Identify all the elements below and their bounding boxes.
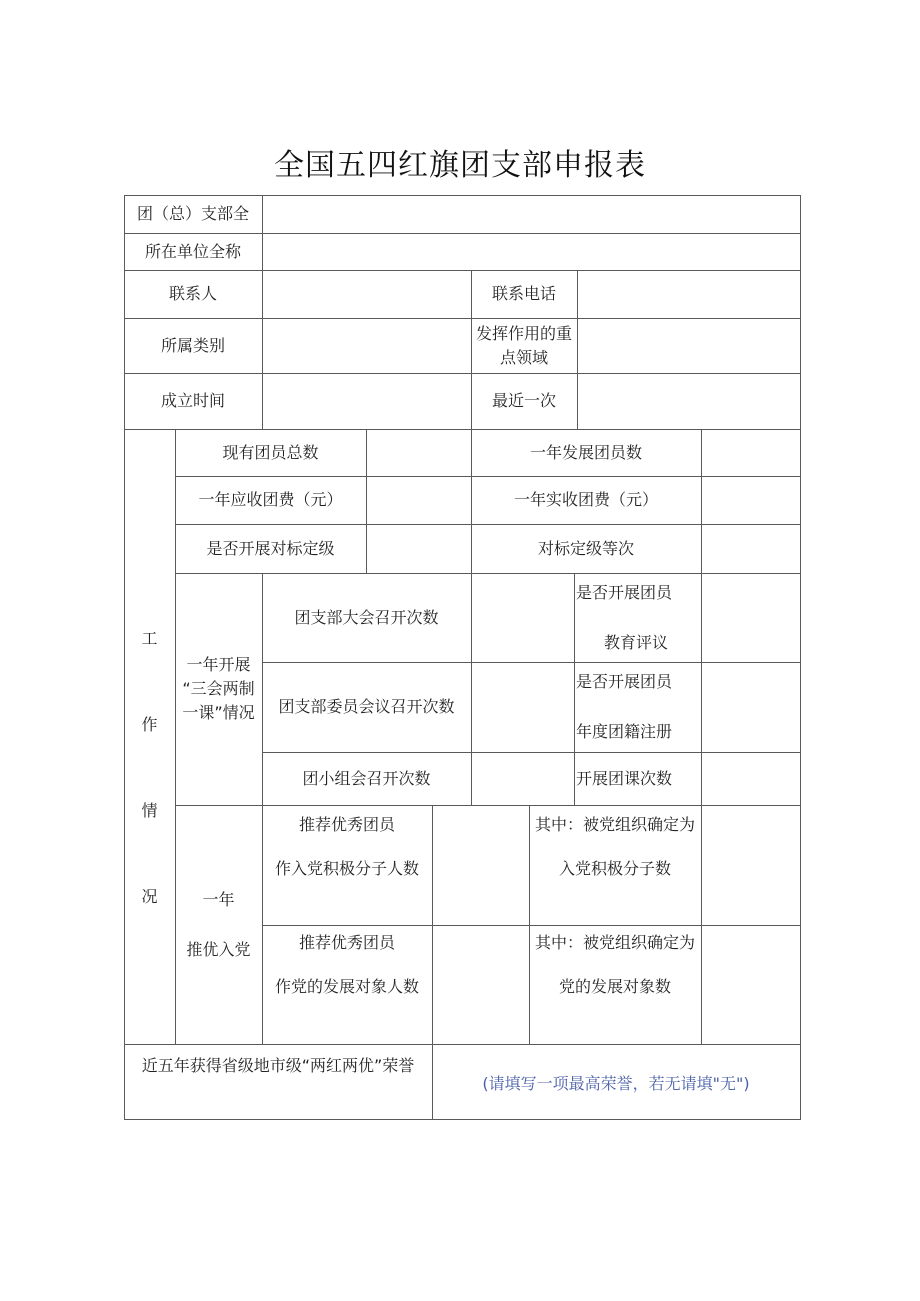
registration-label: 是否开展团员 年度团籍注册	[576, 672, 673, 741]
members-total-label: 现有团员总数	[222, 442, 319, 462]
contact-field[interactable]	[263, 271, 471, 318]
focus-area-field[interactable]	[578, 319, 800, 373]
activists-confirmed-field[interactable]	[702, 806, 800, 925]
dues-due-label: 一年应收团费（元）	[198, 490, 343, 509]
benchmark-label: 是否开展对标定级	[206, 538, 335, 558]
dev-targets-field[interactable]	[433, 926, 529, 1044]
unit-name-label: 所在单位全称	[144, 241, 241, 261]
work-section-label: 工 作 情 况	[141, 628, 158, 906]
members-total-field[interactable]	[367, 430, 471, 476]
activists-label: 推荐优秀团员 作入党积极分子人数	[274, 815, 419, 878]
dues-received-field[interactable]	[702, 477, 800, 524]
focus-area-label: 发挥作用的重 点领域	[475, 323, 572, 367]
category-field[interactable]	[263, 319, 471, 373]
dev-targets-confirmed-field[interactable]	[702, 926, 800, 1044]
benchmark-field[interactable]	[367, 525, 471, 573]
group-meeting-field[interactable]	[472, 753, 574, 805]
group-meeting-label: 团小组会召开次数	[302, 768, 431, 788]
latest-field[interactable]	[578, 374, 800, 429]
founded-label: 成立时间	[160, 391, 225, 410]
lessons-field[interactable]	[702, 753, 800, 805]
evaluation-field[interactable]	[702, 574, 800, 662]
phone-label: 联系电话	[491, 284, 556, 303]
honors-field[interactable]: (请填写一项最高荣誉，若无请填"无")	[482, 1073, 750, 1093]
lessons-label: 开展团课次数	[576, 768, 673, 788]
activists-confirmed-label: 其中：被党组织确定为 入党积极分子数	[534, 815, 695, 878]
evaluation-label: 是否开展团员 教育评议	[576, 582, 673, 652]
latest-label: 最近一次	[491, 391, 556, 410]
benchmark-grade-label: 对标定级等次	[537, 538, 634, 558]
committee-meeting-label: 团支部委员会议召开次数	[278, 697, 455, 716]
registration-field[interactable]	[702, 663, 800, 752]
dues-received-label: 一年实收团费（元）	[513, 490, 658, 509]
party-recommend-label: 一年 推优入党	[186, 889, 251, 959]
benchmark-grade-field[interactable]	[702, 525, 800, 573]
general-meeting-field[interactable]	[472, 574, 574, 662]
three-meetings-label: 一年开展 “三会两制 一课”情况	[182, 655, 255, 722]
dev-targets-confirmed-label: 其中：被党组织确定为 党的发展对象数	[534, 933, 695, 996]
members-dev-field[interactable]	[702, 430, 800, 476]
phone-field[interactable]	[578, 271, 800, 318]
founded-field[interactable]	[263, 374, 471, 429]
page-title: 全国五四红旗团支部申报表	[274, 148, 646, 183]
category-label: 所属类别	[160, 335, 225, 355]
general-meeting-label: 团支部大会召开次数	[294, 607, 439, 627]
honors-label: 近五年获得省级地市级“两红两优”荣誉	[141, 1056, 415, 1075]
committee-meeting-field[interactable]	[472, 663, 574, 752]
branch-name-label: 团（总）支部全	[136, 204, 249, 223]
dues-due-field[interactable]	[367, 477, 471, 524]
contact-label: 联系人	[168, 284, 217, 303]
activists-field[interactable]	[433, 806, 529, 925]
members-dev-label: 一年发展团员数	[529, 442, 642, 462]
dev-targets-label: 推荐优秀团员 作党的发展对象人数	[274, 933, 419, 996]
unit-name-field[interactable]	[263, 234, 800, 270]
branch-name-field[interactable]	[263, 196, 800, 233]
